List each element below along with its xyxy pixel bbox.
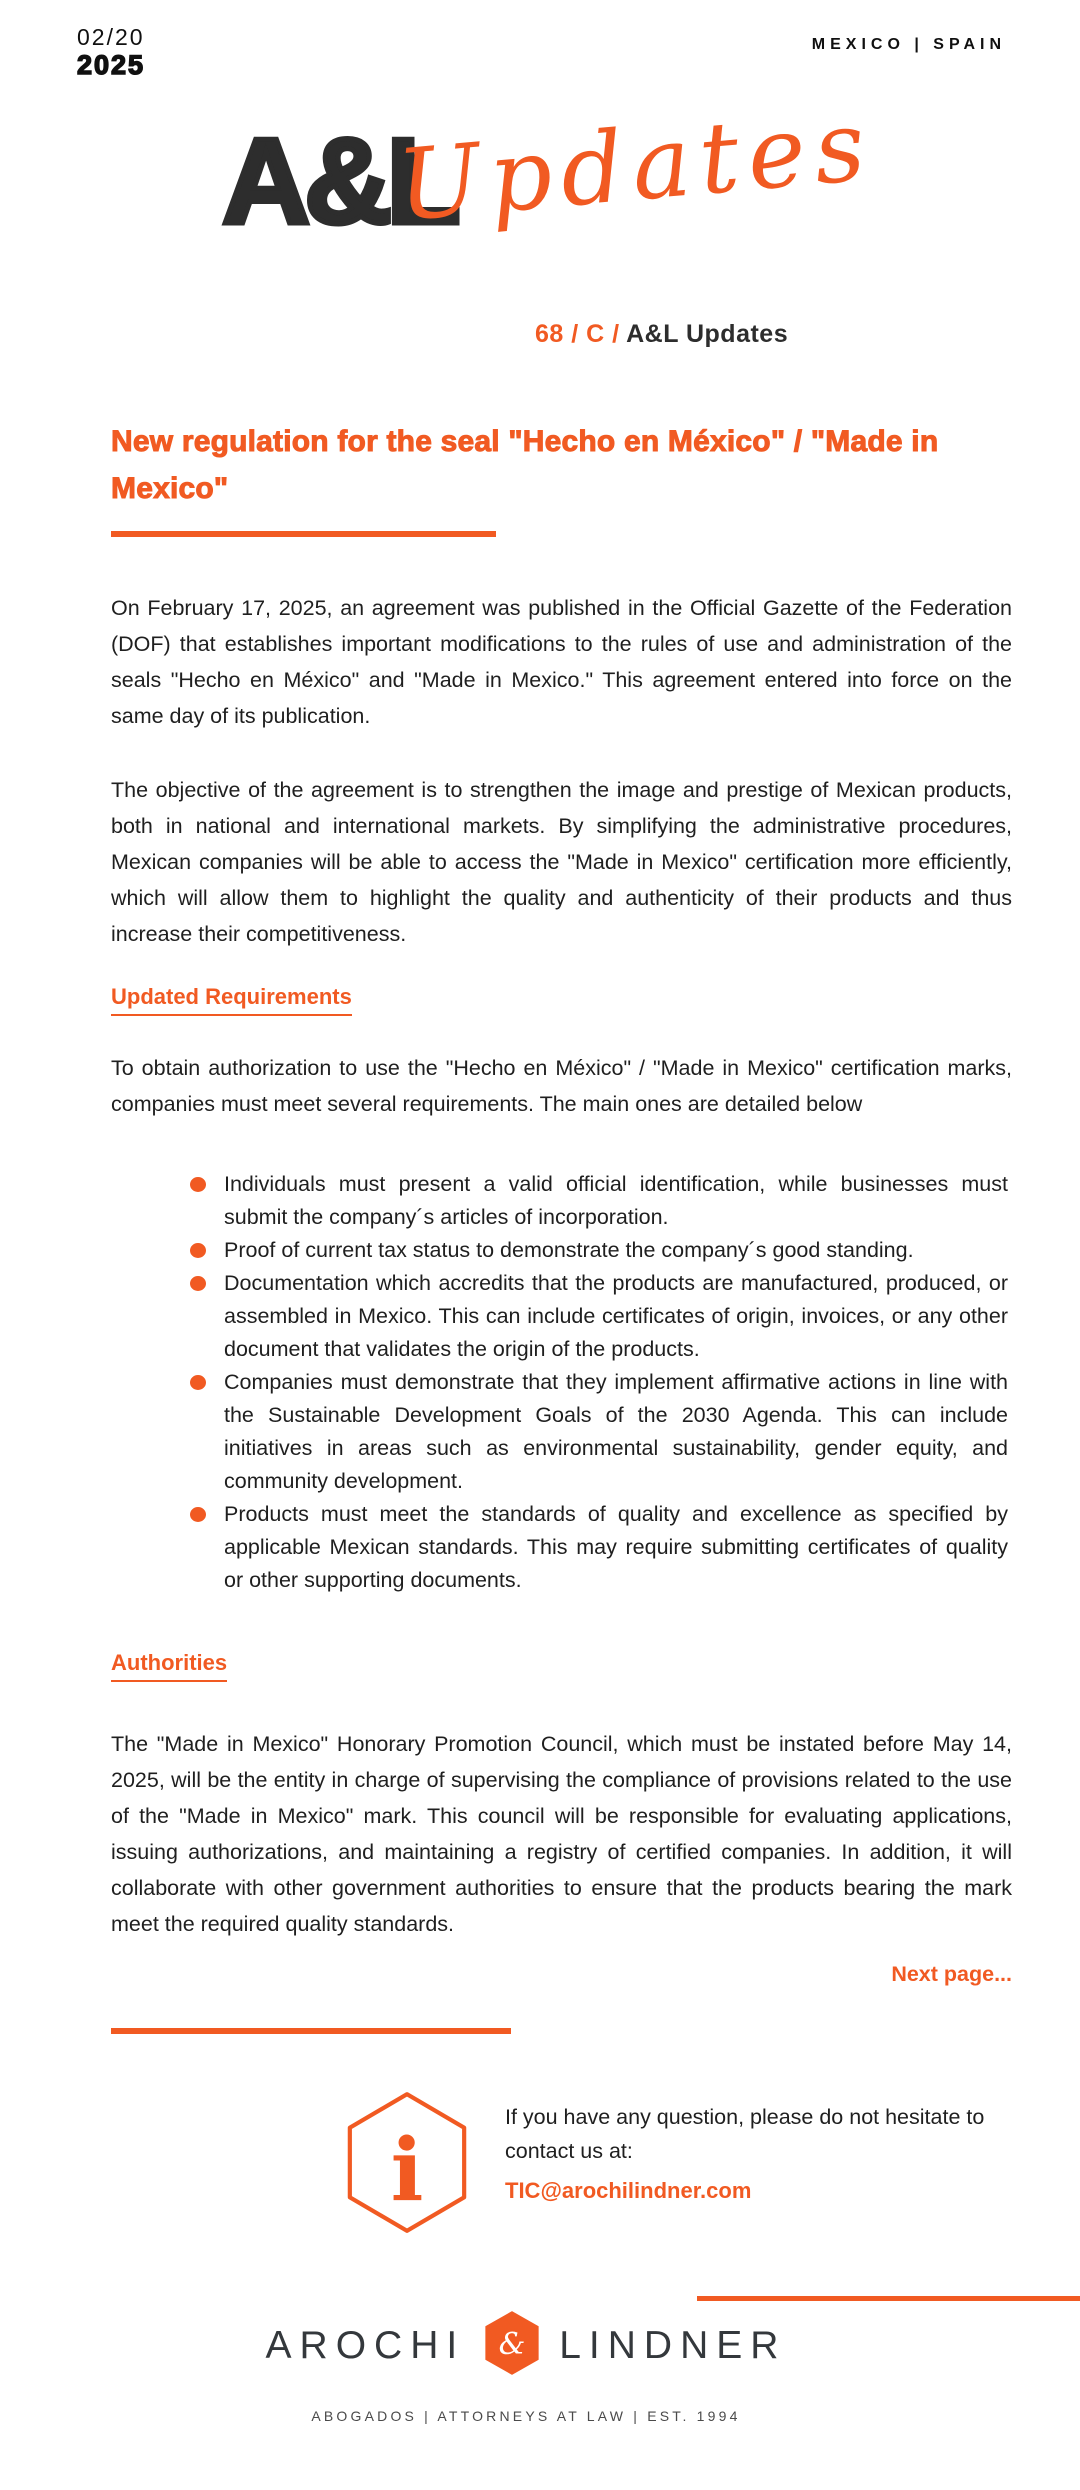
list-item [190,1234,1008,1267]
list-item [190,1168,1008,1234]
list-item [190,1267,1008,1366]
firm-name-lindner: LINDNER [559,2323,787,2367]
firm-tagline: ABOGADOS | ATTORNEYS AT LAW | EST. 1994 [311,2408,741,2424]
contact-email-link[interactable]: TIC@arochilindner.com [505,2178,752,2203]
section-heading-authorities: Authorities [111,1650,227,1682]
svg-text:i: i [390,2120,424,2222]
ampersand-hexagon-icon [483,2310,541,2381]
issue-date-year: 2025 [77,50,146,81]
issue-date-monthday: 02/20 [77,24,145,50]
firm-logo [0,2310,1066,2381]
bullet-icon [190,1177,206,1192]
bullet-icon [190,1375,206,1390]
list-item-text: Individuals must present a valid official identification, while businesses must submit the company´s articles of incorporation. [224,1172,1008,1229]
region-label: MEXICO | SPAIN [811,36,1006,53]
masthead [0,88,1080,300]
edition-number: 68 / C / [535,320,627,348]
bullet-icon [190,1276,206,1291]
svg-text:&: & [498,2327,526,2362]
list-item [190,1498,1008,1597]
section-heading-updated-requirements: Updated Requirements [111,984,352,1016]
article-title-line1: New regulation for the seal "Hecho en México" / "Made in [111,425,939,458]
issue-date [77,24,145,81]
list-item [190,1366,1008,1498]
bullet-icon [190,1507,206,1522]
edition-name: A&L Updates [626,320,789,348]
list-item-text: Proof of current tax status to demonstrate the company´s good standing. [224,1238,914,1262]
authorities-paragraph: The "Made in Mexico" Honorary Promotion Council, which must be instated before May 14, 2025, will be the entity in charge of supervising the compliance of provisions related to the use of the "Made in Mexico" mark. This council will be responsible for evaluating applications, issuing authorizations, and maintaining a registry of certified companies. In addition, it will collaborate with other government authorities to ensure that the products bearing the mark meet the required quality standards. [111,1732,1012,1936]
firm-name-arochi: AROCHI [265,2323,466,2367]
info-icon [344,2090,470,2240]
article-title-line2: Mexico" [111,472,229,505]
intro-paragraph-1: On February 17, 2025, an agreement was published in the Official Gazette of the Federation (DOF) that establishes important modifications to the rules of use and administration of the seals "Hecho en México" and "Made in Mexico." This agreement entered into force on the same day of its publication. [111,596,1012,728]
requirements-intro: To obtain authorization to use the "Hecho en México" / "Made in Mexico" certification marks, companies must meet several requirements. The main ones are detailed below [111,1056,1012,1116]
contact-message: If you have any question, please do not hesitate to contact us at: [505,2105,985,2163]
intro-paragraph-2: The objective of the agreement is to strengthen the image and prestige of Mexican products, both in national and international markets. By simplifying the administrative procedures, Mexican companies will be able to access the "Made in Mexico" certification more efficiently, which will allow them to highlight the quality and authenticity of their products and thus increase their competitiveness. [111,778,1012,946]
list-item-text: Companies must demonstrate that they implement affirmative actions in line with the Sustainable Development Goals of the 2030 Agenda. This can include initiatives in areas such as environmental sustainability, gender equity, and community development. [224,1370,1008,1493]
article-title [111,418,1011,512]
masthead-updates-script: Updates [393,88,879,244]
bullet-icon [190,1243,206,1258]
list-item-text: Documentation which accredits that the products are manufactured, produced, or assembled in Mexico. This can include certificates of origin, invoices, or any other document that validates the origin of the products. [224,1271,1008,1361]
next-page-link[interactable]: Next page... [891,1962,1012,1986]
list-item-text: Products must meet the standards of quality and excellence as specified by applicable Mexican standards. This may require submitting certificates of quality or other supporting documents. [224,1502,1008,1592]
title-divider [111,531,496,537]
footer-divider [697,2296,1080,2301]
requirements-list [190,1168,1008,1597]
masthead-al-wordmark: A&L [222,113,455,249]
edition-line [535,320,788,349]
bottom-divider [111,2028,511,2034]
